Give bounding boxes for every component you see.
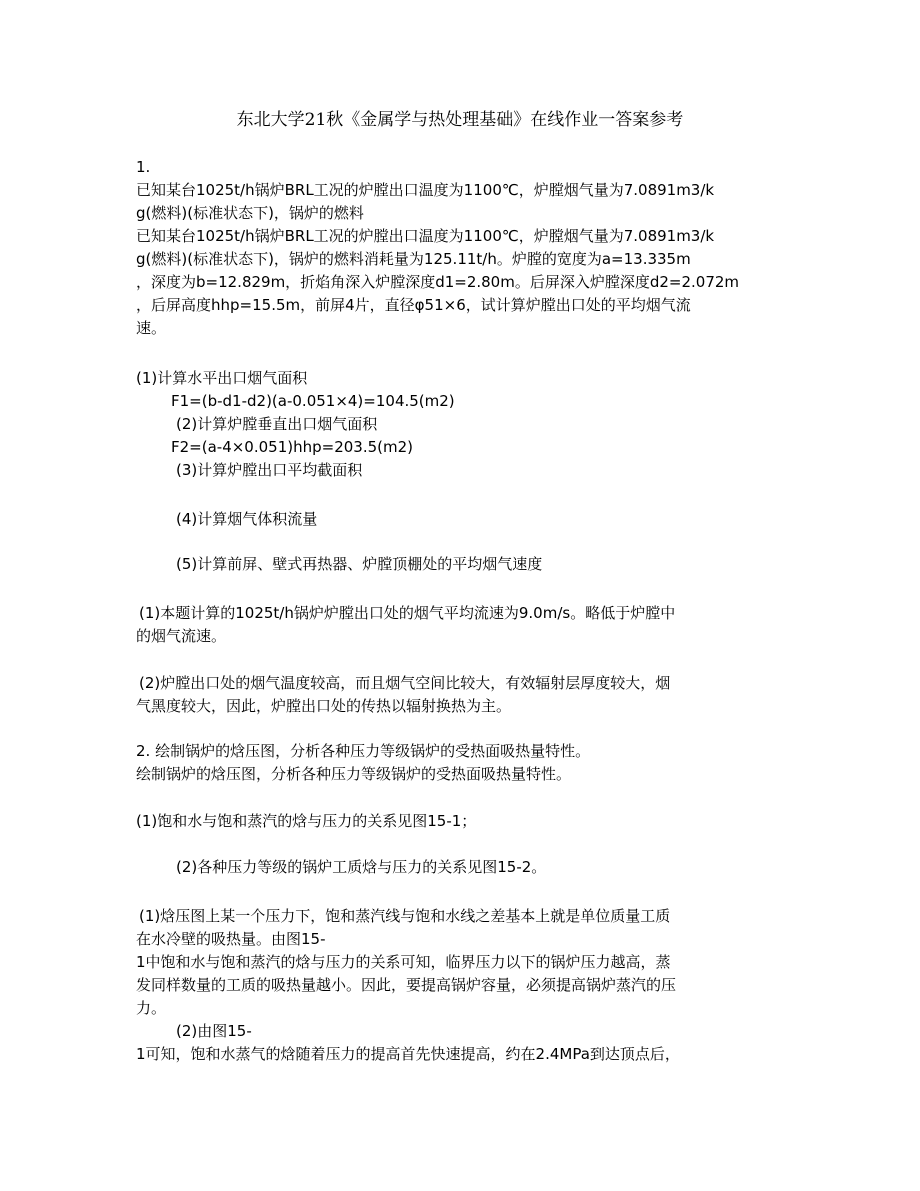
answer-step-line: (2)各种压力等级的锅炉工质焓与压力的关系见图15-2。 [176,858,547,876]
answer-step-line: (2)计算炉膛垂直出口烟气面积 [176,415,378,433]
question-2-text-line: 绘制锅炉的焓压图，分析各种压力等级锅炉的受热面吸热量特性。 [136,765,572,783]
analysis-line: 在水冷壁的吸热量。由图15- [136,930,326,948]
question-1-text-line: ，后屏高度hhp=15.5m，前屏4片，直径φ51×6，试计算炉膛出口处的平均烟气流 [136,296,691,314]
analysis-line: 1可知，饱和水蒸气的焓随着压力的提高首先快速提高，约在2.4MPa到达顶点后， [136,1045,680,1063]
analysis-line: (2)炉膛出口处的烟气温度较高，而且烟气空间比较大，有效辐射层厚度较大，烟 [139,674,671,692]
analysis-line: 力。 [136,999,167,1017]
answer-step-line: (1)饱和水与饱和蒸汽的焓与压力的关系见图15-1； [136,812,477,830]
analysis-line: 的烟气流速。 [136,627,227,645]
page-title: 东北大学21秋《金属学与热处理基础》在线作业一答案参考 [236,110,684,130]
answer-step-line: (3)计算炉膛出口平均截面积 [176,461,363,479]
analysis-line: 1中饱和水与饱和蒸汽的焓与压力的关系可知，临界压力以下的锅炉压力越高，蒸 [136,953,671,971]
question-1-text-line: g(燃料)(标准状态下)，锅炉的燃料消耗量为125.11t/h。炉膛的宽度为a=13.335m [136,250,691,268]
analysis-line: (2)由图15- [176,1022,252,1040]
question-1-text-line: 速。 [136,319,167,337]
answer-step-line: (5)计算前屏、壁式再热器、炉膛顶棚处的平均烟气速度 [176,555,543,573]
analysis-line: 发同样数量的工质的吸热量越小。因此，要提高锅炉容量，必须提高锅炉蒸汽的压 [136,976,677,994]
question-2-heading: 2. 绘制锅炉的焓压图，分析各种压力等级锅炉的受热面吸热量特性。 [136,742,591,760]
formula-line: F1=(b-d1-d2)(a-0.051×4)=104.5(m2) [171,392,455,410]
answer-step-line: (4)计算烟气体积流量 [176,510,318,528]
analysis-line: (1)本题计算的1025t/h锅炉炉膛出口处的烟气平均流速为9.0m/s。略低于炉膛中 [139,604,676,622]
question-1-text-line: ，深度为b=12.829m，折焰角深入炉膛深度d1=2.80m。后屏深入炉膛深度d2=2.072m [136,273,740,291]
question-number-1: 1. [136,158,151,176]
formula-line: F2=(a-4×0.051)hhp=203.5(m2) [171,438,414,456]
answer-step-line: (1)计算水平出口烟气面积 [136,369,308,387]
question-1-text-line: 已知某台1025t/h锅炉BRL工况的炉膛出口温度为1100℃，炉膛烟气量为7.0891m3/k [136,227,715,245]
question-1-text-line: 已知某台1025t/h锅炉BRL工况的炉膛出口温度为1100℃，炉膛烟气量为7.0891m3/k [136,181,715,199]
question-1-text-line: g(燃料)(标准状态下)，锅炉的燃料 [136,204,364,222]
analysis-line: (1)焓压图上某一个压力下，饱和蒸汽线与饱和水线之差基本上就是单位质量工质 [139,907,671,925]
analysis-line: 气黑度较大，因此，炉膛出口处的传热以辐射换热为主。 [136,697,512,715]
